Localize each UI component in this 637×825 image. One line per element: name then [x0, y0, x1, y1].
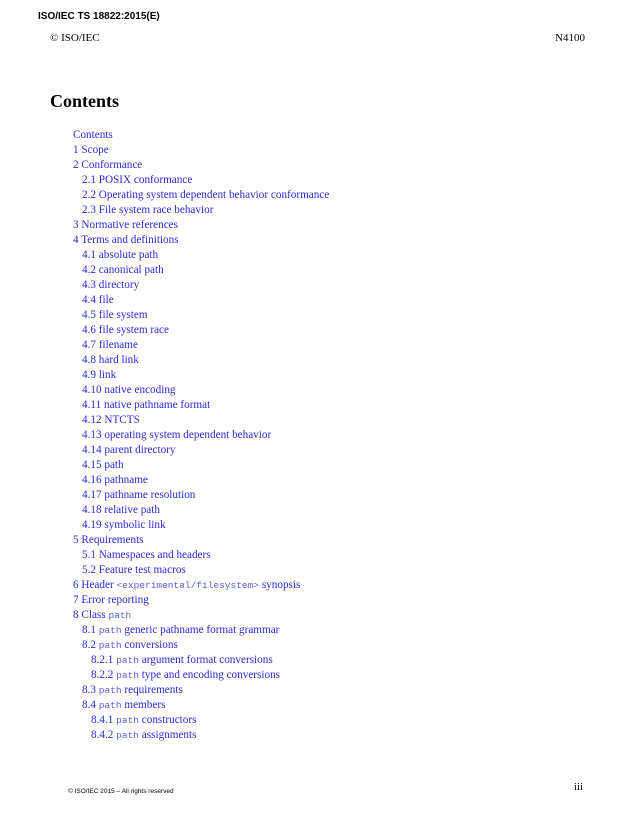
toc-title: Namespaces and headers	[98, 549, 211, 561]
toc-title: absolute path	[98, 249, 159, 261]
toc-title: type and encoding conversions	[141, 669, 281, 681]
toc-link[interactable]	[73, 143, 329, 158]
toc-number: 8.2.1	[91, 654, 114, 666]
toc-link[interactable]	[73, 638, 329, 653]
toc-number: 4.1	[82, 249, 96, 261]
toc-title: symbolic link	[104, 519, 166, 531]
toc-link[interactable]	[73, 443, 329, 458]
toc-title: file system	[98, 309, 148, 321]
toc-link[interactable]	[73, 413, 329, 428]
toc-code: path	[98, 685, 122, 696]
toc-link[interactable]	[73, 593, 329, 608]
toc-link[interactable]	[73, 368, 329, 383]
toc-title: native pathname format	[103, 399, 211, 411]
toc-number: 4.16	[82, 474, 102, 486]
toc-title: native encoding	[104, 384, 176, 396]
toc-number: 4.13	[82, 429, 102, 441]
toc-link[interactable]	[73, 383, 329, 398]
toc-number: 7	[73, 594, 79, 606]
toc-link[interactable]	[73, 218, 329, 233]
toc-link[interactable]	[73, 473, 329, 488]
toc-title: Conformance	[81, 159, 143, 171]
toc-number: 2	[73, 159, 79, 171]
toc-title: file system race	[98, 324, 169, 336]
toc-link[interactable]	[73, 683, 329, 698]
toc-number: 4.3	[82, 279, 96, 291]
toc-number: 4.4	[82, 294, 96, 306]
toc-title: Normative references	[81, 219, 178, 231]
toc-link[interactable]	[73, 293, 329, 308]
toc-number: 4.6	[82, 324, 96, 336]
toc-number: 4.2	[82, 264, 96, 276]
toc-title: argument format conversions	[141, 654, 273, 666]
toc-number: 6	[73, 579, 79, 591]
toc-number: 5	[73, 534, 79, 546]
toc-title: relative path	[104, 504, 160, 516]
toc-link[interactable]	[73, 668, 329, 683]
toc-title: Operating system dependent behavior conformance	[98, 189, 330, 201]
toc-link[interactable]	[73, 278, 329, 293]
toc-link[interactable]	[73, 533, 329, 548]
toc-title: conversions	[124, 639, 178, 651]
toc-link[interactable]	[73, 188, 329, 203]
toc-link[interactable]	[73, 563, 329, 578]
toc-number: 2.2	[82, 189, 96, 201]
toc-number: 4.5	[82, 309, 96, 321]
page-number: iii	[573, 781, 583, 793]
toc-title: pathname resolution	[104, 489, 196, 501]
toc-link[interactable]	[73, 338, 329, 353]
toc-link[interactable]	[73, 233, 329, 248]
toc-number: 1	[73, 144, 79, 156]
footer-copyright: © ISO/IEC 2015 – All rights reserved	[68, 788, 174, 795]
toc-number: 5.2	[82, 564, 96, 576]
toc-title: pathname	[104, 474, 148, 486]
toc-link[interactable]	[73, 428, 329, 443]
toc-link[interactable]	[73, 518, 329, 533]
toc-link[interactable]	[73, 203, 329, 218]
toc-link[interactable]	[73, 578, 329, 593]
toc-number: 4.11	[82, 399, 102, 411]
toc-title: path	[104, 459, 124, 471]
toc-number: 5.1	[82, 549, 96, 561]
toc-title: file	[98, 294, 114, 306]
toc-title: Header	[81, 579, 114, 591]
toc-link[interactable]	[73, 458, 329, 473]
toc-title: Terms and definitions	[81, 234, 179, 246]
toc-number: 4.12	[82, 414, 102, 426]
toc-link[interactable]	[73, 503, 329, 518]
toc-link[interactable]	[73, 353, 329, 368]
toc-title: members	[124, 699, 166, 711]
toc-number: 8	[73, 609, 79, 621]
toc-link[interactable]	[73, 713, 329, 728]
toc-number: 8.2.2	[91, 669, 114, 681]
toc-title: operating system dependent behavior	[104, 429, 272, 441]
toc-number: 4.18	[82, 504, 102, 516]
toc-title: constructors	[141, 714, 197, 726]
toc-number: 4.10	[82, 384, 102, 396]
toc-number: 8.4.1	[91, 714, 114, 726]
toc-number: 2.1	[82, 174, 96, 186]
toc-number: 4.9	[82, 369, 96, 381]
toc-code: path	[98, 640, 122, 651]
toc-number: 3	[73, 219, 79, 231]
toc-number: 8.3	[82, 684, 96, 696]
toc-title: NTCTS	[104, 414, 140, 426]
toc-code: path	[108, 610, 132, 621]
toc-link[interactable]	[73, 263, 329, 278]
toc-link[interactable]	[73, 323, 329, 338]
toc-code: path	[116, 715, 139, 726]
toc-code: <experimental/filesystem>	[116, 580, 260, 591]
toc-link[interactable]	[73, 728, 329, 743]
toc-number: 4	[73, 234, 79, 246]
toc-title: POSIX conformance	[98, 174, 193, 186]
toc-link[interactable]	[73, 488, 329, 503]
toc-title: hard link	[98, 354, 139, 366]
toc-link[interactable]	[73, 623, 329, 638]
toc-number: 8.2	[82, 639, 96, 651]
toc-link[interactable]	[73, 173, 329, 188]
toc-title: assignments	[141, 729, 197, 741]
document-number: N4100	[555, 32, 585, 44]
toc-title: directory	[98, 279, 140, 291]
document-id: ISO/IEC TS 18822:2015(E)	[38, 11, 160, 22]
toc-title: requirements	[124, 684, 183, 696]
toc-number: 4.19	[82, 519, 102, 531]
toc-title: Requirements	[81, 534, 144, 546]
toc-number: 8.4	[82, 699, 96, 711]
toc-code: path	[116, 670, 139, 681]
toc-number: 2.3	[82, 204, 96, 216]
toc-number: 8.1	[82, 624, 96, 636]
page-title: Contents	[50, 91, 120, 111]
toc-link[interactable]	[73, 308, 329, 323]
toc-title: Contents	[73, 129, 113, 141]
toc-code: path	[116, 730, 139, 741]
toc-title: link	[98, 369, 117, 381]
toc-number: 4.7	[82, 339, 96, 351]
toc-title: Feature test macros	[98, 564, 186, 576]
toc-link[interactable]	[73, 653, 329, 668]
toc-title: canonical path	[98, 264, 164, 276]
toc-title: Class	[81, 609, 106, 621]
toc-link[interactable]	[73, 698, 329, 713]
toc-title: parent directory	[104, 444, 176, 456]
toc-number: 4.15	[82, 459, 102, 471]
toc-code: path	[98, 700, 122, 711]
table-of-contents	[73, 128, 329, 743]
toc-link[interactable]	[73, 398, 329, 413]
toc-title: filename	[98, 339, 138, 351]
toc-title: Error reporting	[81, 594, 149, 606]
header-copyright: © ISO/IEC	[50, 32, 100, 44]
toc-number: 4.14	[82, 444, 102, 456]
toc-title: generic pathname format grammar	[124, 624, 280, 636]
toc-number: 4.17	[82, 489, 102, 501]
toc-link[interactable]	[73, 158, 329, 173]
toc-title: File system race behavior	[98, 204, 214, 216]
toc-code: path	[116, 655, 139, 666]
toc-number: 8.4.2	[91, 729, 114, 741]
toc-link[interactable]	[73, 548, 329, 563]
toc-title: synopsis	[261, 579, 301, 591]
toc-number: 4.8	[82, 354, 96, 366]
toc-link[interactable]	[73, 608, 329, 623]
toc-title: Scope	[81, 144, 109, 156]
toc-link[interactable]	[73, 248, 329, 263]
toc-link[interactable]	[73, 128, 329, 143]
toc-code: path	[98, 625, 122, 636]
